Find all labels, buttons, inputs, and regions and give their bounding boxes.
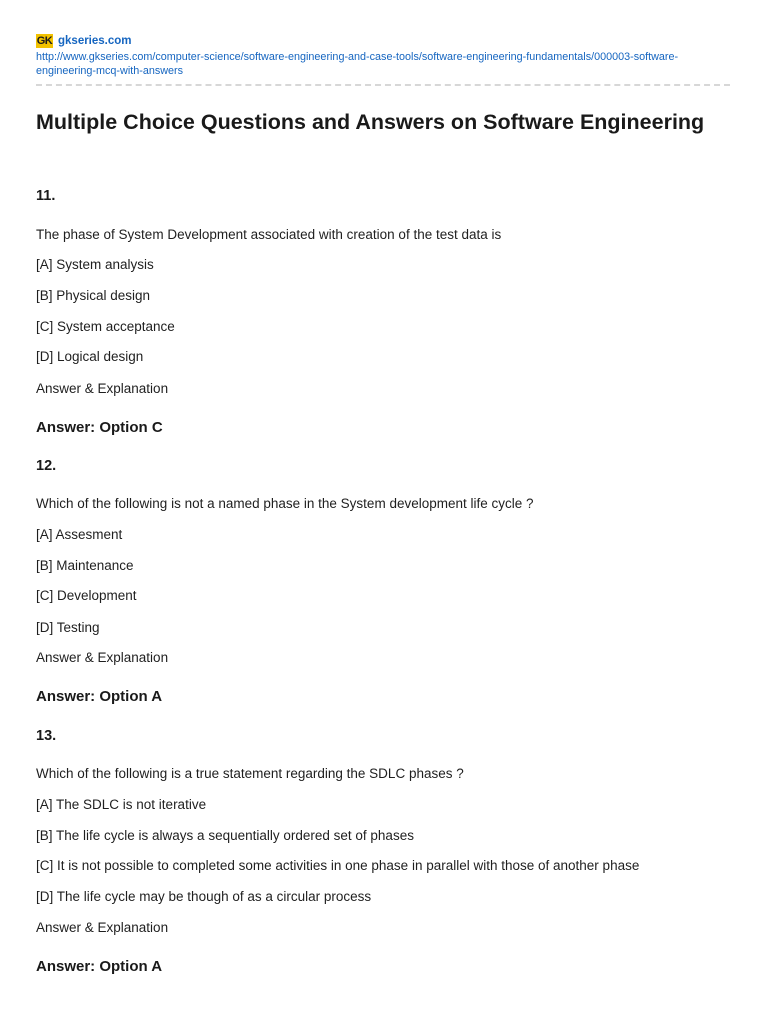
question-text: Which of the following is a true statement regarding the SDLC phases ? — [36, 766, 464, 781]
header-divider — [36, 84, 730, 86]
answer-text: Answer: Option A — [36, 688, 163, 705]
option-d: [D] The life cycle may be though of as a circular process — [36, 889, 372, 904]
option-b: [B] Maintenance — [36, 558, 134, 573]
option-a: [A] System analysis — [36, 257, 154, 272]
answer-text: Answer: Option A — [36, 958, 163, 975]
option-c: [C] It is not possible to completed some activities in one phase in parallel with those of another phase — [36, 858, 640, 873]
question-text: Which of the following is not a named phase in the System development life cycle ? — [36, 496, 534, 511]
question-number: 13. — [36, 728, 57, 744]
option-d: [D] Testing — [36, 620, 100, 635]
answer-text: Answer: Option C — [36, 419, 163, 436]
site-header — [36, 33, 730, 78]
answer-explanation-link[interactable]: Answer & Explanation — [36, 920, 169, 935]
question-number: 12. — [36, 458, 57, 474]
option-b: [B] The life cycle is always a sequentially ordered set of phases — [36, 828, 414, 843]
site-row — [36, 33, 730, 49]
answer-explanation-link[interactable]: Answer & Explanation — [36, 381, 169, 396]
question-number: 11. — [36, 188, 56, 204]
option-c: [C] Development — [36, 588, 137, 603]
site-name-link[interactable]: gkseries.com — [58, 35, 132, 47]
option-a: [A] Assesment — [36, 527, 123, 542]
answer-explanation-link[interactable]: Answer & Explanation — [36, 650, 169, 665]
gk-logo-icon: GK — [36, 35, 53, 47]
option-a: [A] The SDLC is not iterative — [36, 797, 207, 812]
question-text: The phase of System Development associated with creation of the test data is — [36, 227, 502, 242]
option-b: [B] Physical design — [36, 288, 151, 303]
option-c: [C] System acceptance — [36, 319, 175, 334]
page-title: Multiple Choice Questions and Answers on Software Engineering — [36, 110, 705, 134]
page-url-link[interactable]: http://www.gkseries.com/computer-science/software-engineering-and-case-tools/software-engineering-fundamentals/000003-software-engineering-mcq-with-answers — [36, 51, 679, 77]
option-d: [D] Logical design — [36, 349, 144, 364]
